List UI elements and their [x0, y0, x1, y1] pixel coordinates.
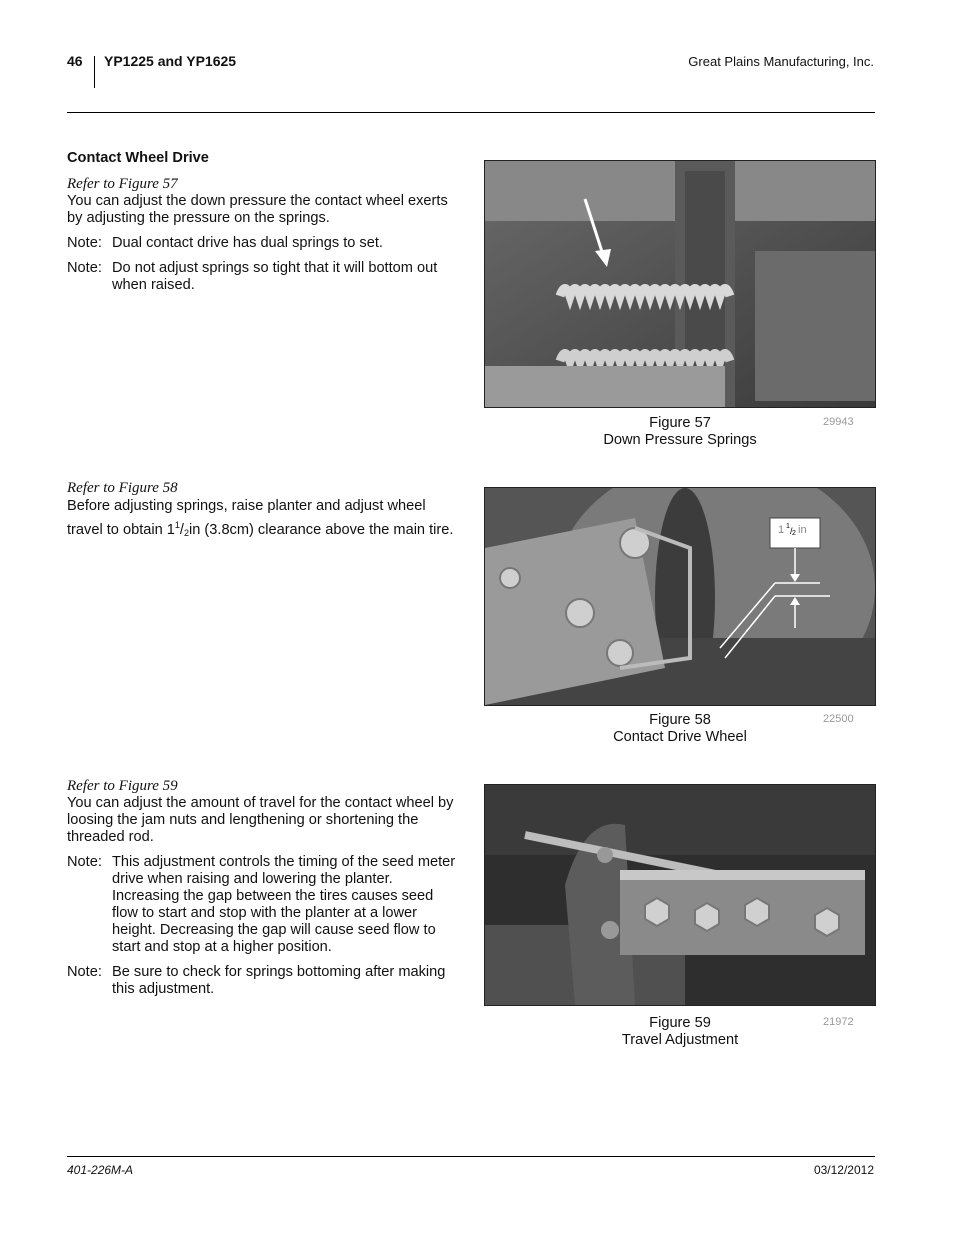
figure-id: 21972	[823, 1016, 854, 1028]
figure-reference: Refer to Figure 58	[67, 480, 178, 496]
figure-57-caption	[560, 415, 800, 449]
page-number: 46	[67, 53, 83, 69]
figure-number: Figure 59	[649, 1015, 711, 1031]
figure-title: Travel Adjustment	[621, 1032, 739, 1048]
footer-rule	[67, 1156, 875, 1157]
figure-reference: Refer to Figure 57	[67, 176, 178, 192]
footer-date: 03/12/2012	[813, 1163, 874, 1177]
figure-title: Contact Drive Wheel	[613, 729, 747, 745]
paragraph-text-start: Before adjusting springs, raise planter and adjust wheel travel to obtain 1	[67, 498, 426, 538]
fraction-denominator: 2	[183, 528, 189, 538]
paragraph: You can adjust the down pressure the contact wheel exerts by adjusting the pressure on the springs.	[67, 193, 448, 226]
note-label: Note:	[67, 964, 102, 980]
figure-57-photo	[484, 160, 876, 408]
paragraph: Before adjusting springs, raise planter and adjust wheel travel to obtain $1^1/_2in$ (3.8cm) clearance above the main tire.	[67, 498, 454, 538]
note-text: Dual contact drive has dual springs to set.	[112, 235, 383, 251]
section-figure-59-text	[67, 777, 459, 1006]
header-company: Great Plains Manufacturing, Inc.	[688, 54, 874, 69]
paragraph: You can adjust the amount of travel for the contact wheel by loosing the jam nuts and lengthening or shortening the threaded rod.	[67, 795, 454, 845]
callout-denominator: 2	[792, 530, 796, 537]
fraction-numerator: 1	[174, 520, 180, 530]
figure-number: Figure 57	[649, 415, 711, 431]
header-model: YP1225 and YP1625	[104, 53, 237, 69]
figure-59-caption	[560, 1015, 800, 1049]
figure-id: 22500	[823, 713, 854, 725]
note	[67, 260, 459, 294]
note	[67, 235, 459, 252]
figure-title: Down Pressure Springs	[603, 432, 757, 448]
section-title: Contact Wheel Drive	[67, 150, 209, 166]
paragraph-text-end: in (3.8cm) clearance above the main tire.	[189, 522, 454, 538]
figure-58-caption	[560, 712, 800, 746]
header-rule	[67, 112, 875, 113]
callout-numerator: 1	[786, 523, 790, 530]
figure-59-photo	[484, 784, 876, 1006]
note-text: This adjustment controls the timing of the seed meter drive when raising and lowering the planter. Increasing the gap between the tires causes seed flow to start and stop with the planter at a lower height. Decreasing the gap will cause seed flow to start and stop at a higher position.	[112, 854, 456, 955]
note-label: Note:	[67, 260, 102, 276]
note	[67, 854, 459, 956]
svg-text:/: /	[790, 526, 793, 536]
section-figure-58-text	[67, 479, 459, 551]
figure-reference: Refer to Figure 59	[67, 778, 178, 794]
note	[67, 964, 459, 998]
callout-unit: in	[798, 524, 807, 536]
note-label: Note:	[67, 235, 102, 251]
note-text: Do not adjust springs so tight that it will bottom out when raised.	[112, 260, 438, 293]
figure-number: Figure 58	[649, 712, 711, 728]
footer-doc-number: 401-226M-A	[67, 1163, 134, 1177]
figure-id: 29943	[823, 416, 854, 428]
section-contact-wheel-drive	[67, 150, 459, 302]
note-label: Note:	[67, 854, 102, 870]
figure-58-photo	[484, 487, 876, 706]
callout-whole: 1	[778, 524, 785, 536]
note-text: Be sure to check for springs bottoming after making this adjustment.	[112, 964, 446, 997]
header-divider	[94, 56, 95, 88]
